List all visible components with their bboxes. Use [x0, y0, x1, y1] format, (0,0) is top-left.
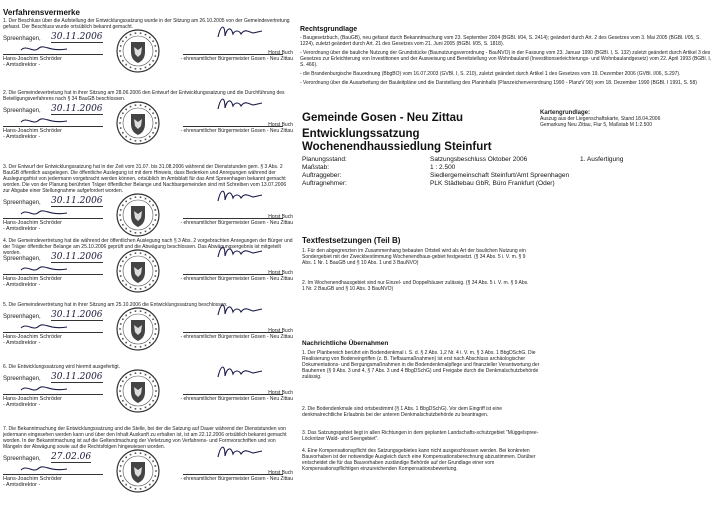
plan-info-value: Satzungsbeschluss Oktober 2006	[430, 156, 528, 163]
procedure-entry-text: 5. Die Gemeindevertretung hat in ihrer Sitzung am 25.10.2006 die Entwicklungssatzung beschlossen.	[3, 302, 228, 308]
signer-left-role: - Amtsdirektor -	[3, 282, 41, 288]
handwritten-signature-icon	[215, 442, 265, 462]
legal-basis-item: - Verordnung über die Ausarbeitung der Bauleitpläne und die Darstellung des Planinhalts (Planzeichenverordnung 1990 - PlanzV 90) vom 18. Dezember 1990 (BGBl. I 1991, S. 58)	[300, 80, 697, 86]
plan-info-table	[302, 156, 682, 188]
signer-left-role: - Amtsdirektor -	[3, 340, 41, 346]
signer-right-name: Horst Buch	[268, 470, 293, 476]
signer-left-role: - Amtsdirektor -	[3, 226, 41, 232]
signer-left	[3, 396, 62, 408]
signer-right-role: - ehrenamtlicher Bürgermeister Gosen - Neu Zittau	[180, 396, 293, 402]
procedure-entry	[3, 364, 295, 434]
note-item: 2. Die Bodendenkmale sind ortsbestimmt (§ 1 Abs. 1 BbgDSchG). Vor dem Eingriff ist eine denkmalrechtliche Erlaubnis bei der unteren Denkmalschutzbehörde zu beantragen.	[302, 406, 503, 418]
signer-right-name: Horst Buch	[268, 390, 293, 396]
legal-basis-heading: Rechtsgrundlage	[300, 26, 358, 33]
signer-right	[161, 390, 293, 402]
handwritten-signature-icon	[215, 186, 265, 206]
signer-left	[3, 220, 62, 232]
place-label: Spreenhagen,	[3, 314, 41, 320]
statute-title	[302, 128, 492, 154]
plan-info-label: Maßstab:	[302, 164, 330, 171]
map-basis-line: Auszug aus der Liegenschaftskarte, Stand 18.04.2006	[540, 116, 661, 122]
signer-right-role: - ehrenamtlicher Bürgermeister Gosen - Neu Zittau	[180, 56, 293, 62]
plan-info-extra: 1. Ausfertigung	[580, 156, 624, 163]
signer-left	[3, 56, 62, 68]
procedure-entry	[3, 164, 295, 234]
note-item: 4. Eine Kompensationspflicht des Satzungsgebietes kann nicht ausgeschlossen werden. Bei konkreten Bauvorhaben ist der notwendige Ausgleich durch eine Kompensationsberechnung abzustimmen. Darüber entscheidet die für das Bauvorhaben zuständige Behörde auf der Grundlage einer vom Kompensationspflichtigen einzureichenden Kompensationsbewertung.	[302, 448, 536, 472]
signer-left	[3, 276, 62, 288]
procedure-entry-text: 6. Die Entwicklungssatzung wird hiermit ausgefertigt.	[3, 364, 120, 370]
signer-left-name: Hans-Joachim Schröder	[3, 334, 62, 340]
procedure-entry	[3, 238, 295, 308]
place-label: Spreenhagen,	[3, 200, 41, 206]
signer-left-role: - Amtsdirektor -	[3, 402, 41, 408]
signature-line	[3, 474, 103, 475]
signature-line	[3, 54, 103, 55]
handwritten-signature-icon	[215, 22, 265, 42]
note-item: 3. Das Satzungsgebiet liegt in allen Richtungen in dem geplanten Landschafts-schutzgebiet "Müggelspree-Löcknitzer Wald- und Seengebiet".	[302, 430, 539, 442]
signer-right-name: Horst Buch	[268, 328, 293, 334]
signature-line	[3, 218, 103, 219]
official-seal-icon	[115, 368, 161, 414]
procedure-entry	[3, 426, 295, 496]
signer-left-name: Hans-Joachim Schröder	[3, 396, 62, 402]
procedure-notes-heading: Verfahrensvermerke	[3, 8, 80, 17]
signature-date: 30.11.2006	[51, 32, 103, 42]
signer-left-name: Hans-Joachim Schröder	[3, 276, 62, 282]
signature-line	[3, 394, 103, 395]
signer-right-name: Horst Buch	[268, 122, 293, 128]
statute-title-line: Wochenendhaussiedlung Steinfurt	[302, 141, 492, 153]
text-settings-heading: Textfestsetzungen (Teil B)	[302, 236, 401, 245]
plan-info-value: 1 : 2.500	[430, 164, 456, 171]
signer-right-role: - ehrenamtlicher Bürgermeister Gosen - Neu Zittau	[180, 220, 293, 226]
map-basis-line: Gemarkung Neu Zittau, Flur 5, Maßstab M 1:2.500	[540, 122, 652, 128]
procedure-entry-text: 7. Die Bekanntmachung der Entwicklungssatzung und die Stelle, bei der die Satzung auf Dauer während der Dienststunden von jedermann eingesehen werden kann und über den Inhalt Auskunft zu erhalten ist, ist am 22.12.2006 ortsüblich bekannt gemacht worden. In der Bekanntmachung ist auf die Geltendmachung der Verletzung von Verfahrens- und Formvorschriften und von Mängeln der Abwägung sowie auf die Rechtsfolgen hingewiesen worden.	[3, 426, 287, 450]
procedure-entry-text: 4. Die Gemeindevertretung hat die während der öffentlichen Auslegung nach § 3 Abs. 2 vorgebrachten Anregungen der Bürger und der Träger öffentlicher Belange am 25.10.2006 geprüft und die Abwägung beschlossen. Das Abwägungsergebnis ist mitgeteilt worden.	[3, 238, 293, 256]
signer-left-name: Hans-Joachim Schröder	[3, 220, 62, 226]
municipality-title: Gemeinde Gosen - Neu Zittau	[302, 112, 464, 124]
legal-basis-section	[300, 26, 712, 89]
place-label: Spreenhagen,	[3, 36, 41, 42]
signer-left-name: Hans-Joachim Schröder	[3, 56, 62, 62]
right-column	[300, 26, 714, 526]
plan-info-label: Auftraggeber:	[302, 172, 342, 179]
signer-right-role: - ehrenamtlicher Bürgermeister Gosen - Neu Zittau	[180, 276, 293, 282]
plan-info-row	[302, 180, 682, 188]
plan-info-label: Planungsstand:	[302, 156, 347, 163]
signer-right	[161, 470, 293, 482]
signer-right-role: - ehrenamtlicher Bürgermeister Gosen - Neu Zittau	[180, 128, 293, 134]
signature-date: 30.11.2006	[51, 372, 103, 382]
signer-right	[161, 214, 293, 226]
signer-left-role: - Amtsdirektor -	[3, 482, 41, 488]
signer-right-name: Horst Buch	[268, 50, 293, 56]
signer-left-name: Hans-Joachim Schröder	[3, 128, 62, 134]
signature-date: 30.11.2006	[51, 196, 103, 206]
signer-left	[3, 128, 62, 140]
official-seal-icon	[115, 28, 161, 74]
signature-line	[3, 332, 103, 333]
place-label: Spreenhagen,	[3, 456, 41, 462]
plan-info-row	[302, 164, 682, 172]
signer-right	[161, 270, 293, 282]
official-seal-icon	[115, 306, 161, 352]
legal-basis-item: - die Brandenburgische Bauordnung (BbgBO) vom 16.07.2003 (GVBl. I, S. 210), zuletzt geändert durch Artikel 1 des Gesetzes vom 19. Dezember 2006 (GVBl. I/06, S.297).	[300, 71, 681, 77]
signature-date: 30.11.2006	[51, 104, 103, 114]
signer-left-role: - Amtsdirektor -	[3, 62, 41, 68]
legal-basis-item: - Verordnung über die bauliche Nutzung der Grundstücke (Baunutzungsverordnung - BauNVO) in der Fassung vom 23. Januar 1990 (BGBl. I, S. 132) zuletzt geändert durch Artikel 3 des Gesetzes zur Erleichterung von Investitionen und der Ausweisung und Bereitstellung von Wohnbauland (Investitionserleichterungs- und Wohnbaulandgesetz) vom 22. April 1993 (BGBl. I, S. 466).	[300, 50, 712, 68]
signer-right-name: Horst Buch	[268, 270, 293, 276]
signer-right	[161, 328, 293, 340]
procedure-entry-text: 1. Der Beschluss über die Aufstellung der Entwicklungssatzung wurde in der Sitzung am 26.10.2005 von der Gemeindevertretung gefasst. Der Beschluss wurde ortsüblich bekannt gemacht.	[3, 18, 290, 30]
procedure-entry	[3, 90, 295, 160]
procedure-notes-column	[3, 2, 295, 528]
procedure-entry-text: 2. Die Gemeindevertretung hat in ihrer Sitzung am 28.06.2006 den Entwurf der Entwicklungssatzung und die Durchführung des Beteiligungsverfahrens nach § 34 BauGB beschlossen.	[3, 90, 285, 102]
map-basis-heading: Kartengrundlage:	[540, 110, 591, 116]
statute-title-line: Entwicklungssatzung	[302, 128, 420, 140]
legal-basis-item: - Baugesetzbuch, (BauGB), neu gefasst durch Bekanntmachung vom 23. September 2004 (BGBl. I/04, S. 2414); geändert durch Art. 2 des Gesetzes vom 3. Mai 2005 (BGBl. I/05, S. 1224), zuletzt geändert durch Art. 21 des Gesetzes vom 21. Juni 2005 (BGBl. I/05, S. 1818).	[300, 35, 701, 47]
place-label: Spreenhagen,	[3, 376, 41, 382]
signature-line	[3, 126, 103, 127]
signer-left-name: Hans-Joachim Schröder	[3, 476, 62, 482]
note-item: 1. Der Planbereich berührt ein Bodendenkmal i. S. d. § 2 Abs. 1,2 Nr. 4 i. V. m. § 3 Abs. 1 BbgDSchG. Die Realisierung von Bodeneingriffen (z. B. Tiefbaumaßnahmen) ist erst nach Abschluss archäologischer Dokumentations- und Bergungsmaßnahmen in die Bodendenkmalpflege und finanzieller Verantwortung der Bauherren (§ 9 Abs. 3 und 4, § 7 Abs. 3 und 4 BbgDSchG) und Freigabe durch die Denkmalschutzbehörde zulässig.	[302, 350, 540, 380]
signature-date: 30.11.2006	[51, 252, 103, 262]
signer-right-name: Horst Buch	[268, 214, 293, 220]
text-setting-item: 2. Im Wochenendhausgebiet sind nur Einzel- und Doppelhäuser zulässig. (§ 34 Abs. 5 i. V. m. § 9 Abs. 1 Nr. 2 BauGB und § 10 Abs. 3 BauNVO)	[302, 280, 529, 292]
handwritten-signature-icon	[215, 242, 265, 262]
text-setting-item: 1. Für den abgegrenzten im Zusammenhang bebauten Ortsteil wird als Art der baulichen Nutzung ein Sondergebiet mit der Zweckbestimmung Wochenendhaus-gebiet festgesetzt. (§ 34 Abs. 5 i. V. m. § 9 Abs. 1 Nr. 1 BauGB und § 10 Abs. 1 und 3 BauNVO)	[302, 248, 526, 266]
official-seal-icon	[115, 248, 161, 294]
signature-date: 30.11.2006	[51, 310, 103, 320]
signature-line	[3, 274, 103, 275]
signer-right-role: - ehrenamtlicher Bürgermeister Gosen - Neu Zittau	[180, 334, 293, 340]
plan-info-value: Siedlergemeinschaft Steinfurt/Amt Spreenhagen	[430, 172, 570, 179]
plan-info-value: PLK Städtebau GbR, Büro Frankfurt (Oder)	[430, 180, 555, 187]
handwritten-signature-icon	[215, 362, 265, 382]
signer-right	[161, 50, 293, 62]
signer-right	[161, 122, 293, 134]
signer-right-role: - ehrenamtlicher Bürgermeister Gosen - Neu Zittau	[180, 476, 293, 482]
place-label: Spreenhagen,	[3, 256, 41, 262]
official-seal-icon	[115, 100, 161, 146]
official-seal-icon	[115, 448, 161, 494]
signer-left	[3, 334, 62, 346]
signer-left	[3, 476, 62, 488]
official-seal-icon	[115, 192, 161, 238]
place-label: Spreenhagen,	[3, 108, 41, 114]
procedure-entry	[3, 18, 295, 88]
handwritten-signature-icon	[215, 300, 265, 320]
signature-date: 27.02.06	[51, 452, 92, 462]
map-basis-box	[540, 110, 714, 128]
plan-info-label: Auftragnehmer:	[302, 180, 347, 187]
handwritten-signature-icon	[215, 94, 265, 114]
notes-heading: Nachrichtliche Übernahmen	[302, 340, 389, 347]
plan-info-row	[302, 156, 682, 164]
plan-info-row	[302, 172, 682, 180]
signer-left-role: - Amtsdirektor -	[3, 134, 41, 140]
procedure-entry-text: 3. Der Entwurf der Entwicklungssatzung hat in der Zeit vom 31.07. bis 31.08.2006 während der Dienststunden gem. § 3 Abs. 2 BauGB öffentlich ausgelegen. Die öffentliche Auslegung ist mit dem Hinweis, dass Bedenken und Anregungen während der Auslegungsfrist von jedermann vorgebracht werden können, ortsüblich im Amtsblatt für das Amt Spreenhagen bekannt gemacht worden. Die von der Planung berührten Träger öffentlicher Belange und Nachbargemeinden sind mit Schreiben vom 13.07.2006 zur Abgabe einer Stellungnahme aufgefordert worden.	[3, 164, 287, 194]
